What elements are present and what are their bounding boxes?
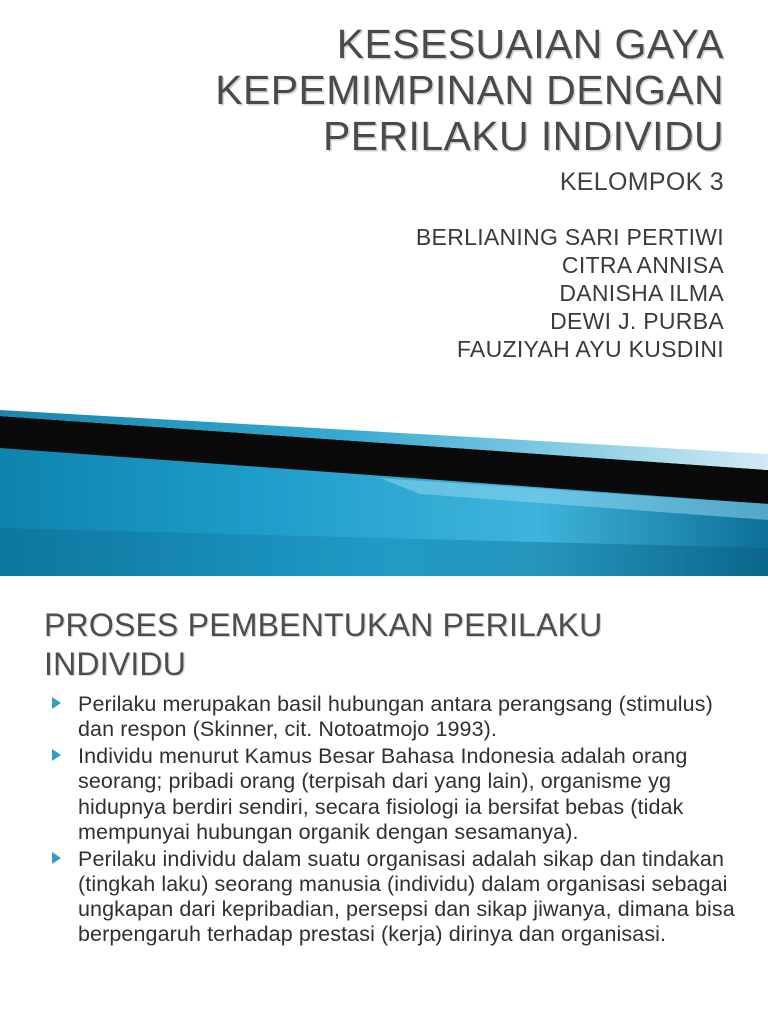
slide-content-title: PROSES PEMBENTUKAN PERILAKU INDIVIDU bbox=[44, 607, 603, 683]
list-item-text: Individu menurut Kamus Besar Bahasa Indonesia adalah orang seorang; pribadi orang (terpisah dari yang lain), organisme yg hidupnya berdiri sendiri, secara fisiologi ia bersifat bebas (tidak mempunyai hubungan organik dengan sesamanya). bbox=[78, 744, 688, 844]
bullet-list bbox=[0, 692, 768, 947]
presentation-subtitle: KELOMPOK 3 bbox=[559, 167, 724, 196]
bullet-arrow-icon bbox=[52, 852, 61, 864]
slide-content bbox=[0, 576, 768, 1024]
list-item-text: Perilaku merupakan basil hubungan antara perangsang (stimulus) dan respon (Skinner, cit. Notoatmojo 1993). bbox=[78, 692, 713, 742]
bullet-arrow-icon bbox=[52, 749, 61, 761]
slide-title-text-block bbox=[0, 0, 768, 363]
author-list bbox=[0, 223, 768, 363]
list-item-text: Perilaku individu dalam suatu organisasi adalah sikap dan tindakan (tingkah laku) seorang manusia (individu) dalam organisasi sebagai ungkapan dari kepribadian, persepsi dan sikap jiwanya, dimana bisa berpengaruh terhadap prestasi (kerja) dirinya dan organisasi. bbox=[78, 846, 735, 947]
decorative-banner bbox=[0, 408, 768, 576]
bullet-arrow-icon bbox=[52, 697, 61, 709]
author-name: DEWI J. PURBA bbox=[550, 307, 724, 334]
author-name: FAUZIYAH AYU KUSDINI bbox=[456, 335, 724, 362]
list-item bbox=[48, 847, 750, 948]
author-name: BERLIANING SARI PERTIWI bbox=[415, 223, 724, 250]
author-name: CITRA ANNISA bbox=[561, 251, 724, 278]
list-item bbox=[48, 692, 750, 742]
presentation-title: KESESUAIAN GAYA KEPEMIMPINAN DENGAN PERILAKU INDIVIDU bbox=[215, 21, 724, 159]
list-item bbox=[48, 744, 750, 845]
author-name: DANISHA ILMA bbox=[559, 279, 724, 306]
